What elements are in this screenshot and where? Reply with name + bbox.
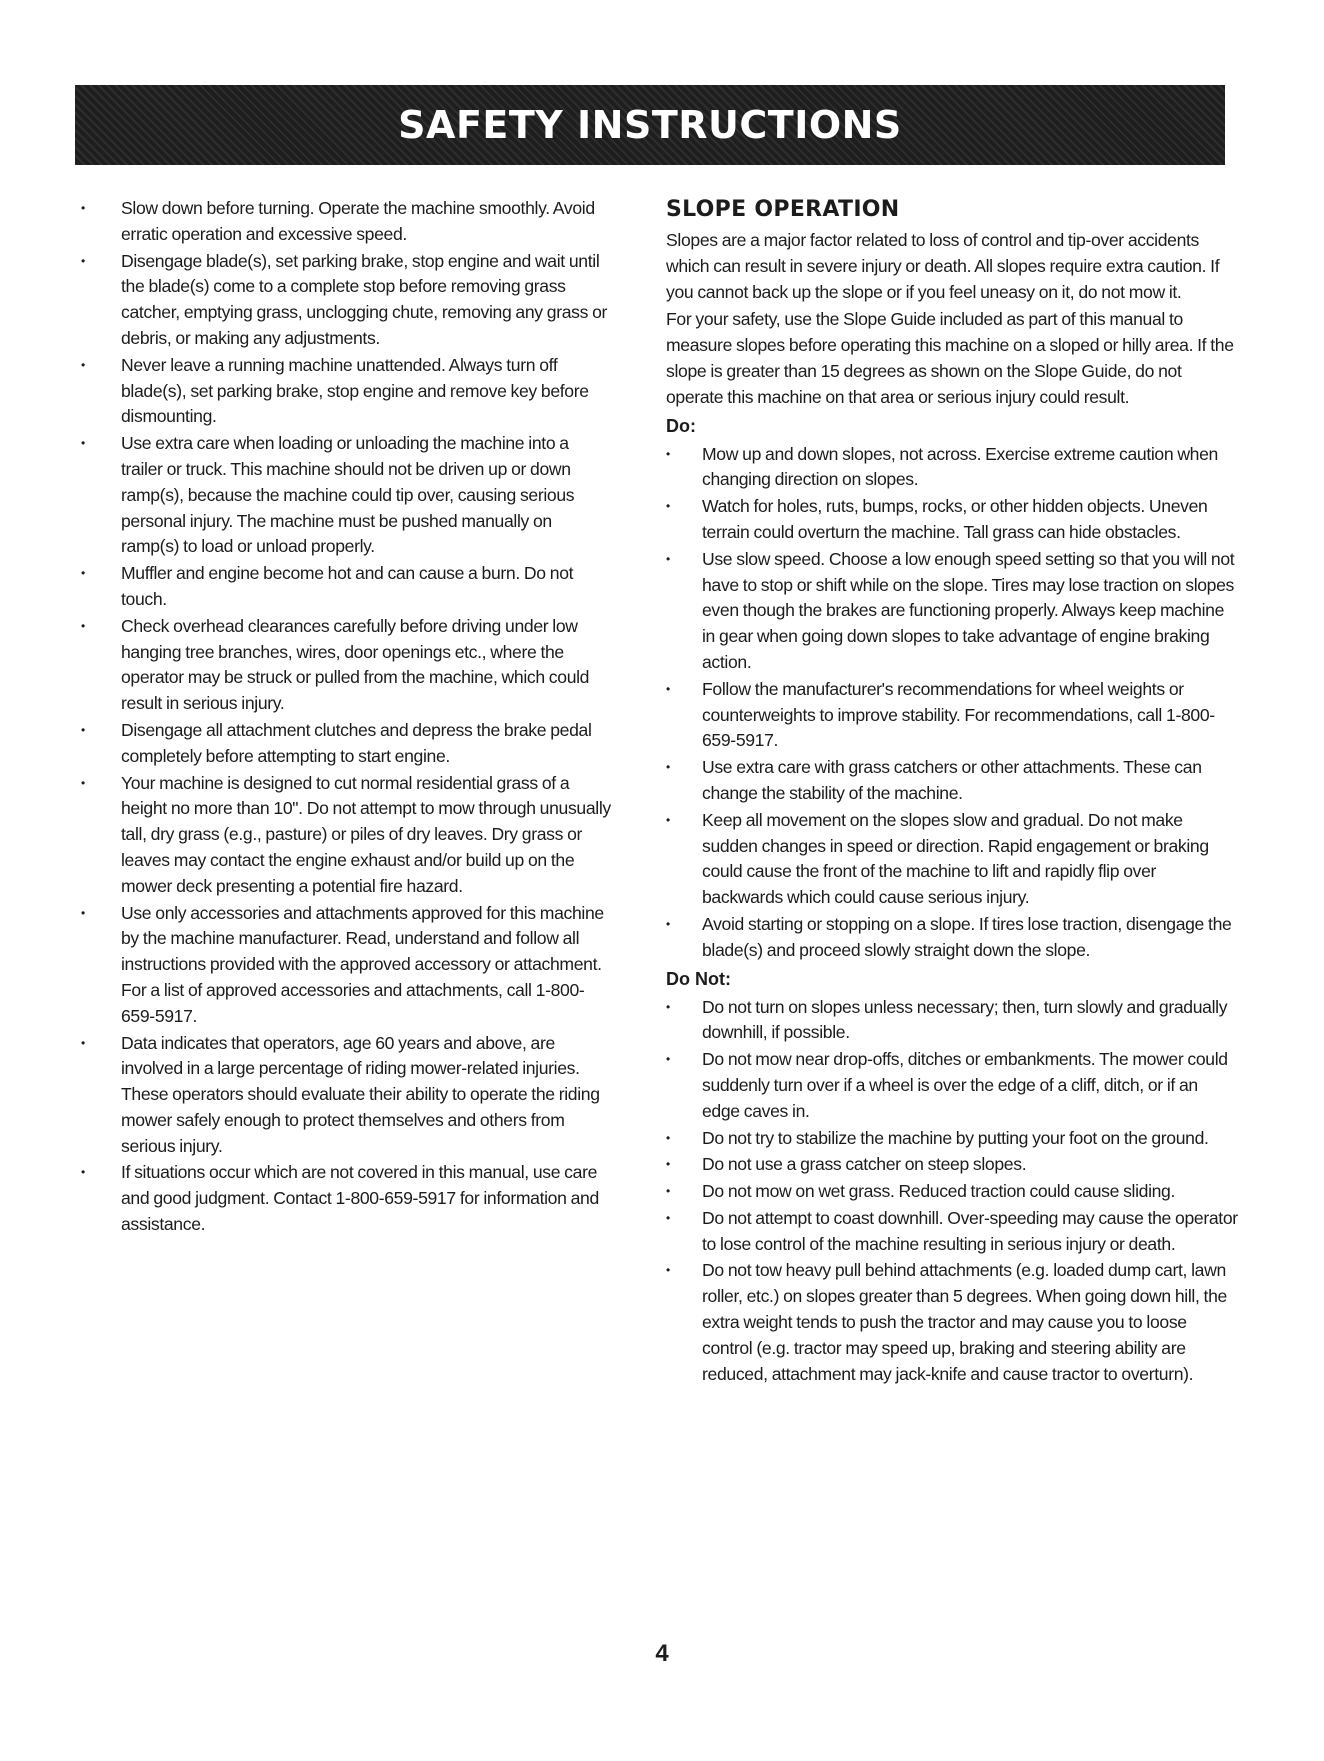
bullet-icon: • <box>666 446 670 461</box>
list-item: • Disengage blade(s), set parking brake, stop engine and wait until the blade(s) come to a complete stop before removing grass catcher, emptying grass, unclogging chute, removing any grass or debris, or making any adjustments. <box>81 250 608 348</box>
bullet-icon: • <box>81 722 85 737</box>
list-item: • Do not turn on slopes unless necessary; then, turn slowly and gradually downhill, if possible. <box>666 996 1228 1043</box>
list-item: • Do not mow near drop-offs, ditches or embankments. The mower could suddenly turn over if a wheel is over the edge of a cliff, ditch, or if an edge caves in. <box>666 1049 1228 1121</box>
list-item: • Muffler and engine become hot and can cause a burn. Do not touch. <box>81 563 574 609</box>
bullet-icon: • <box>81 775 85 790</box>
slope-guide-paragraph: For your safety, use the Slope Guide included as part of this manual to measure slopes before operating this machine on a sloped or hilly area. If the slope is greater than 15 degrees as shown on the Slope Guide, do not operate this machine on that area or serious injury could result. <box>666 309 1234 407</box>
bullet-icon: • <box>81 253 85 268</box>
list-item: • Mow up and down slopes, not across. Exercise extreme caution when changing direction on slopes. <box>666 443 1218 490</box>
list-item: • Follow the manufacturer's recommendations for wheel weights or counterweights to improve stability. For recommendations, call 1-800-659-5917. <box>666 678 1215 751</box>
list-item: • Check overhead clearances carefully before driving under low hanging tree branches, wires, door openings etc., where the operator may be struck or pulled from the machine, which could result in serious injury. <box>81 615 590 714</box>
bullet-icon: • <box>81 566 85 581</box>
list-item: • Do not tow heavy pull behind attachments (e.g. loaded dump cart, lawn roller, etc.) on slopes greater than 5 degrees. When going down hill, the extra weight tends to push the tractor and may cause you to loose control (e.g. tractor may speed up, braking and steering ability are reduced, attachment may jack-knife and cause tractor to overturn). <box>666 1260 1227 1384</box>
bullet-icon: • <box>666 1184 670 1199</box>
bullet-icon: • <box>666 1263 670 1278</box>
list-item: • Data indicates that operators, age 60 years and above, are involved in a large percentage of riding mower-related injuries. These operators should evaluate their ability to operate the riding mower safely enough to protect themselves and others from serious injury. <box>81 1032 600 1156</box>
do-not-heading: Do Not: <box>666 968 731 989</box>
list-item: • Avoid starting or stopping on a slope. If tires lose traction, disengage the blade(s) and proceed slowly straight down the slope. <box>666 913 1232 960</box>
bullet-icon: • <box>666 1157 670 1172</box>
bullet-icon: • <box>666 812 670 827</box>
list-item: • Do not attempt to coast downhill. Over-speeding may cause the operator to lose control of the machine resulting in serious injury or death. <box>666 1207 1238 1254</box>
bullet-icon: • <box>666 1130 670 1145</box>
bullet-icon: • <box>666 1052 670 1067</box>
list-item: • Do not use a grass catcher on steep slopes. <box>666 1152 1239 1178</box>
list-item: • Do not try to stabilize the machine by putting your foot on the ground. <box>666 1126 1239 1152</box>
list-item: • Use only accessories and attachments approved for this machine by the machine manufacturer. Read, understand and follow all instructions provided with the approved accessory or attachment. For a list of approved accessories and attachments, call 1-800-659-5917. <box>81 902 604 1026</box>
list-item: • Slow down before turning. Operate the machine smoothly. Avoid erratic operation and excessive speed. <box>81 198 595 244</box>
list-item: • Use extra care with grass catchers or other attachments. These can change the stability of the machine. <box>666 757 1202 803</box>
bullet-icon: • <box>81 357 85 372</box>
bullet-icon: • <box>81 1035 85 1050</box>
bullet-icon: • <box>81 905 85 920</box>
safety-list <box>74 196 614 1238</box>
intro-paragraph: Slopes are a major factor related to loss of control and tip-over accidents which can result in severe injury or death. All slopes require extra caution. If you cannot back up the slope or if you feel uneasy on it, do not mow it. <box>666 230 1220 302</box>
list-item: • Watch for holes, ruts, bumps, rocks, or other hidden objects. Uneven terrain could overturn the machine. Tall grass can hide obstacles. <box>666 496 1208 542</box>
bullet-icon: • <box>666 1210 670 1225</box>
right-column <box>666 196 1239 1388</box>
bullet-icon: • <box>81 201 85 215</box>
list-item: • Disengage all attachment clutches and depress the brake pedal completely before attempting to start engine. <box>81 719 592 766</box>
bullet-icon: • <box>666 916 670 931</box>
list-item: • Your machine is designed to cut normal residential grass of a height no more than 10". Do not attempt to mow through unusually tall, dry grass (e.g., pasture) or piles of dry leaves. Dry grass or leaves may contact the engine exhaust and/or build up on the mower deck presenting a potential fire hazard. <box>81 772 611 896</box>
list-item: • Do not mow on wet grass. Reduced traction could cause sliding. <box>666 1179 1239 1205</box>
list-item: • If situations occur which are not covered in this manual, use care and good judgment. Contact 1-800-659-5917 for information and assistance. <box>81 1162 599 1235</box>
bullet-icon: • <box>666 760 670 775</box>
bullet-icon: • <box>81 436 85 451</box>
bullet-icon: • <box>666 551 670 566</box>
do-heading: Do: <box>666 415 696 436</box>
bullet-icon: • <box>81 1165 85 1180</box>
list-item: • Never leave a running machine unattended. Always turn off blade(s), set parking brake, stop engine and remove key before dismounting. <box>81 354 589 427</box>
do-list <box>666 442 1239 964</box>
section-banner <box>75 85 1225 165</box>
bullet-icon: • <box>666 499 670 514</box>
list-item: • Use slow speed. Choose a low enough speed setting so that you will not have to stop or shift while on the slope. Tires may lose traction on slopes even though the brakes are functioning properly. Always keep machine in gear when going down slopes to take advantage of engine braking action. <box>666 548 1235 672</box>
page-title: SAFETY INSTRUCTIONS <box>398 103 902 147</box>
bullet-icon: • <box>666 999 670 1014</box>
section-title: SLOPE OPERATION <box>666 197 900 222</box>
left-column <box>74 196 614 1239</box>
list-item: • Use extra care when loading or unloading the machine into a trailer or truck. This machine should not be driven up or down ramp(s), because the machine could tip over, causing serious personal injury. The machine must be pushed manually on ramp(s) to load or unload properly. <box>81 433 575 557</box>
bullet-icon: • <box>666 681 670 696</box>
page-number: 4 <box>655 1640 669 1667</box>
list-item: • Keep all movement on the slopes slow and gradual. Do not make sudden changes in speed or direction. Rapid engagement or braking could cause the front of the machine to lift and rapidly flip over backwards which could cause serious injury. <box>666 809 1209 908</box>
do-not-list <box>666 995 1239 1388</box>
bullet-icon: • <box>81 618 85 633</box>
